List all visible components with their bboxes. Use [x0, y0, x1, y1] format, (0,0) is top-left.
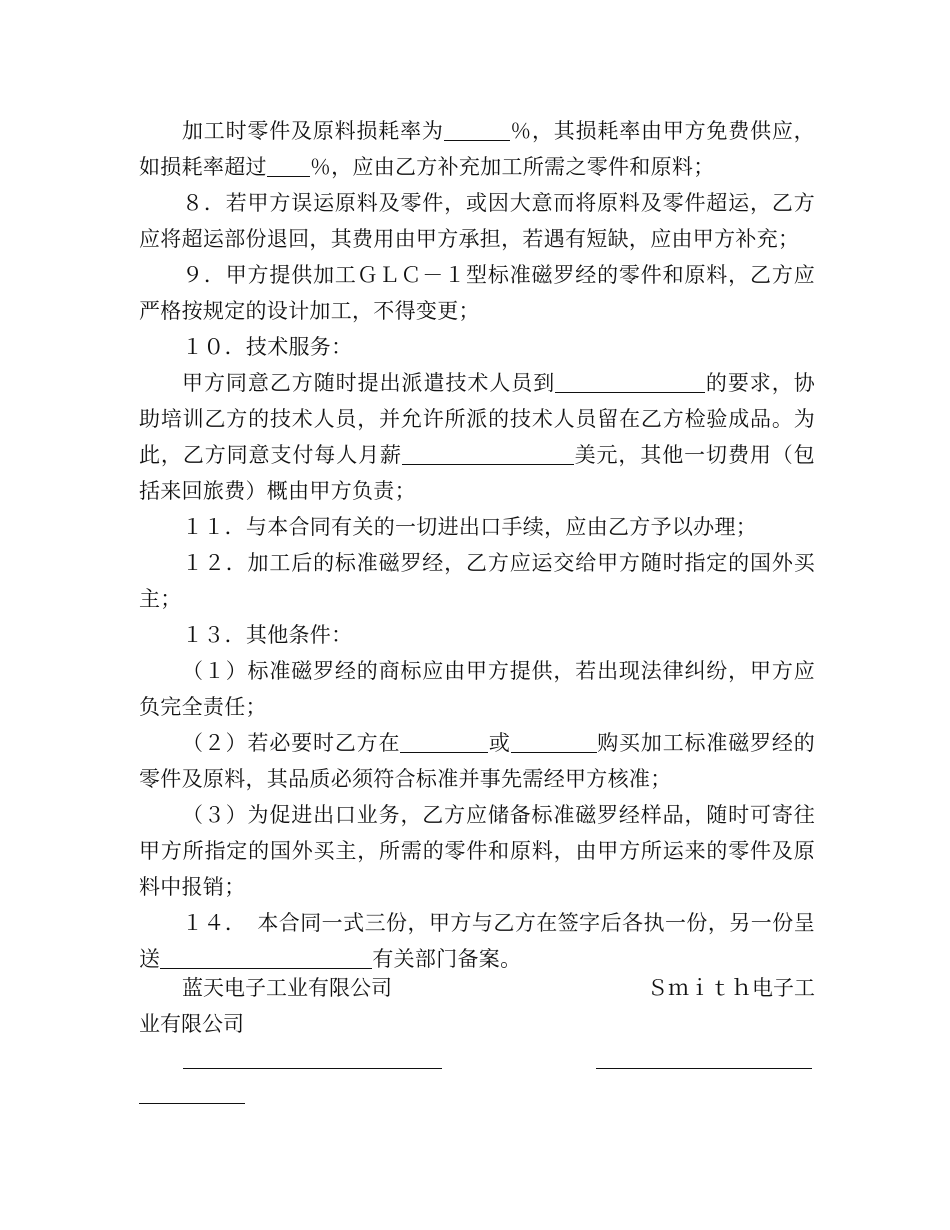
signature-names-row-2 — [139, 1006, 815, 1042]
signature-names-row — [139, 970, 815, 1006]
clause-text: ％，应由乙方补充加工所需之零件和原料； — [309, 155, 715, 179]
clause-text: （２）若必要时乙方在 — [182, 731, 401, 755]
clause-loss-rate — [139, 113, 815, 185]
party-b-signature-line-cont — [139, 1103, 245, 1104]
blank-field — [511, 730, 597, 753]
clause-text: 加工时零件及原料损耗率为 — [182, 119, 444, 143]
blank-field — [400, 730, 488, 753]
clause-13-heading: １３．其他条件： — [182, 623, 353, 647]
clause-14 — [139, 905, 815, 977]
blank-field — [267, 154, 310, 177]
clause-text: 的要求，协助培训乙方的技术人员，并允许所派的技术人员留在乙方检验成品。为此，乙方同意支付每人月薪 — [139, 371, 815, 467]
party-b-name: Ｓｍｉｔｈ电子工 — [647, 976, 815, 1000]
clause-13-1: （１）标准磁罗经的商标应由甲方提供，若出现法律纠纷，甲方应负完全责任； — [139, 659, 815, 719]
party-a-name: 蓝天电子工业有限公司 — [182, 976, 392, 1000]
clause-8: ８．若甲方误运原料及零件，或因大意而将原料及零件超运，乙方应将超运部份退回，其费用由甲方承担，若遇有短缺，应由甲方补充； — [139, 191, 815, 251]
clause-11: １１．与本合同有关的一切进出口手续，应由乙方予以办理； — [182, 515, 758, 539]
clause-text: １４． 本合同一式三份，甲方与乙方在签字后各执一份，另一份呈送 — [139, 911, 815, 971]
party-b-signature-line — [596, 1068, 812, 1069]
blank-field — [555, 370, 705, 393]
blank-field — [160, 946, 372, 969]
clause-text: 有关部门备案。 — [372, 947, 522, 971]
clause-text: 甲方同意乙方随时提出派遣技术人员到 — [182, 371, 556, 395]
clause-text: 购买加工标准磁罗经的零件及原料，其品质必须符合标准并事先需经甲方核准； — [139, 731, 815, 791]
clause-13-2 — [139, 725, 815, 797]
blank-field — [444, 118, 510, 141]
party-a-signature-line — [183, 1068, 442, 1069]
clause-9: ９．甲方提供加工ＧＬＣ－１型标准磁罗经的零件和原料，乙方应严格按规定的设计加工，不得变更； — [139, 263, 815, 323]
clause-text: ％，其损耗率由甲方免费供应，如损耗率超过 — [139, 119, 815, 179]
clause-10-heading: １０．技术服务： — [182, 335, 353, 359]
clause-12: １２．加工后的标准磁罗经，乙方应运交给甲方随时指定的国外买主； — [139, 551, 815, 611]
clause-10-body — [139, 365, 815, 509]
party-b-name-cont: 业有限公司 — [139, 1012, 244, 1036]
blank-field — [402, 442, 574, 465]
clause-text: 或 — [488, 731, 511, 755]
clause-text: 美元，其他一切费用（包括来回旅费）概由甲方负责； — [139, 443, 815, 503]
clause-13-3: （３）为促进出口业务，乙方应储备标准磁罗经样品，随时可寄往甲方所指定的国外买主，所需的零件和原料，由甲方所运来的零件及原料中报销； — [139, 803, 815, 899]
